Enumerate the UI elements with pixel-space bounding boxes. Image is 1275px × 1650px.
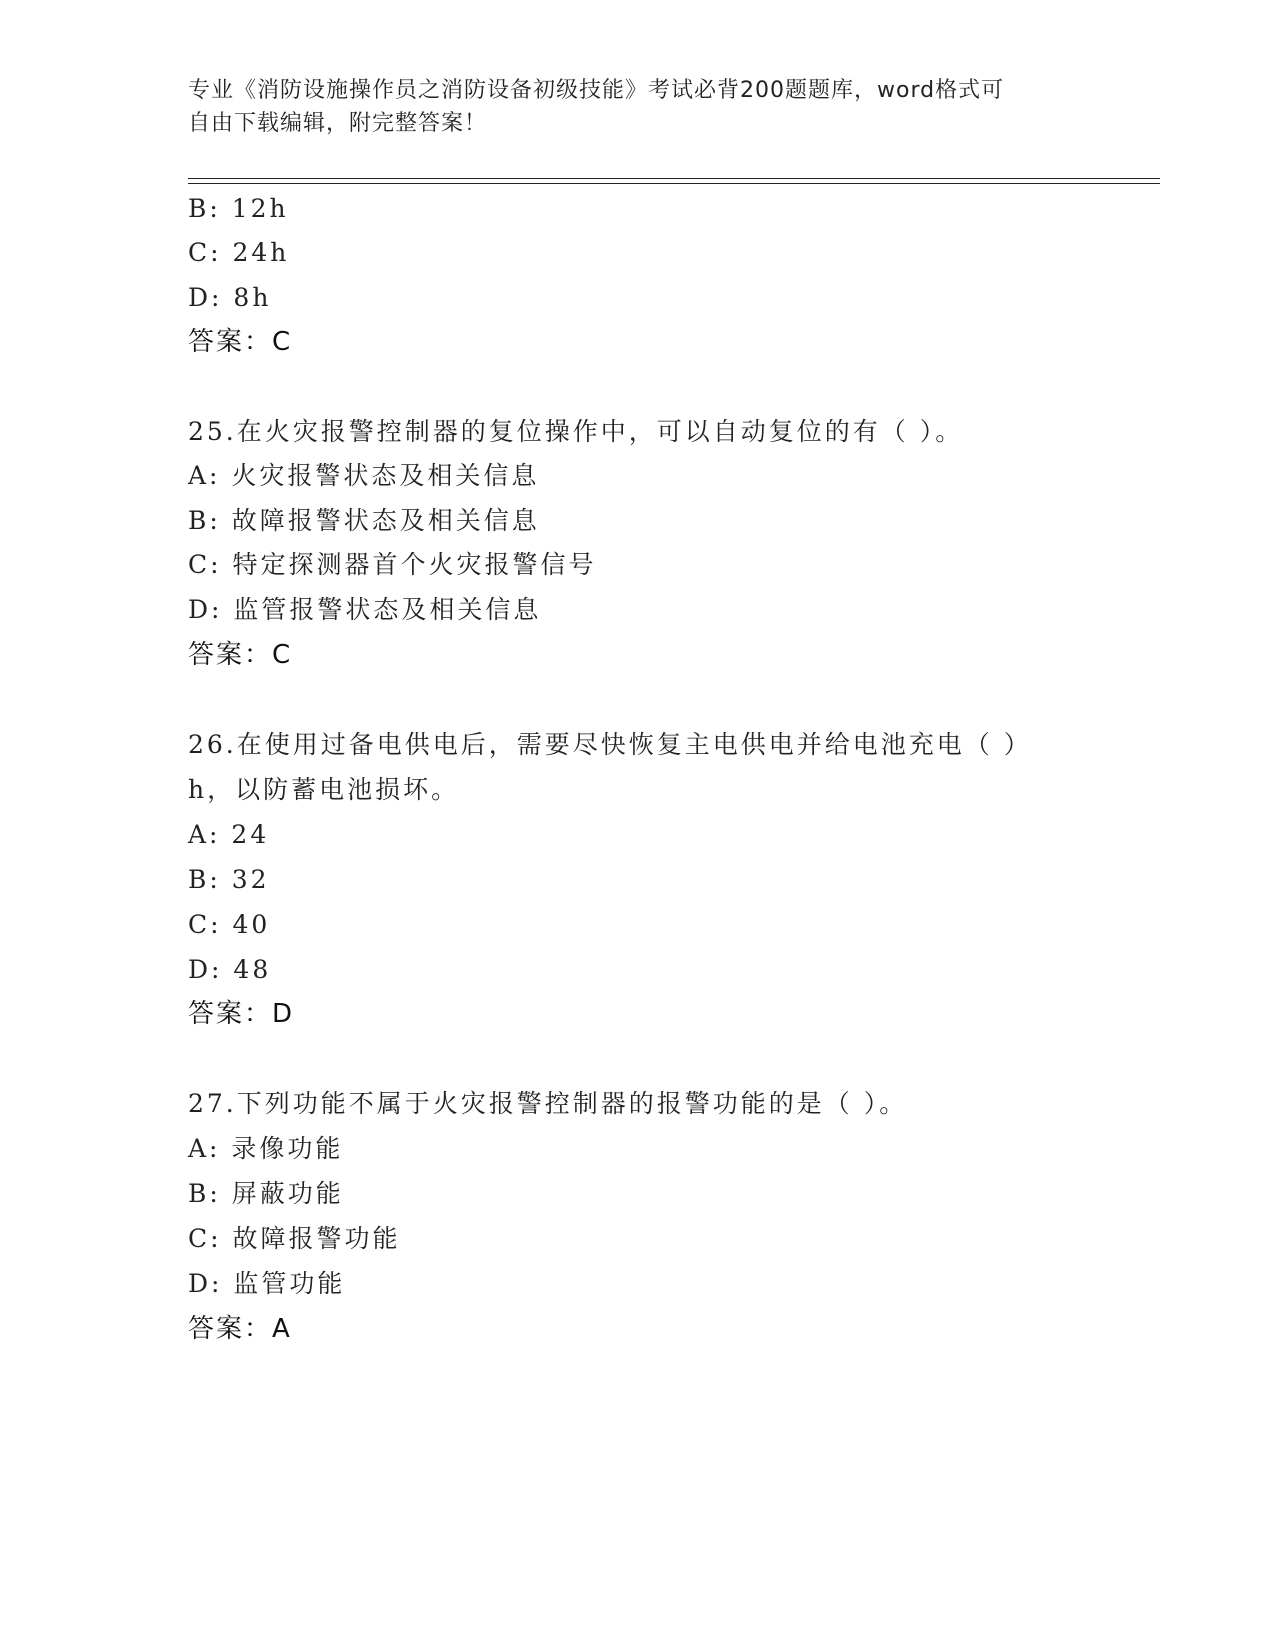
q26-stem-line-1: 26.在使用过备电供电后，需要尽快恢复主电供电并给电池充电（ ）	[188, 730, 1032, 759]
header-divider-bottom	[188, 183, 1160, 184]
q25-option-b: B: 故障报警状态及相关信息	[188, 506, 540, 535]
q27-option-d: D: 监管功能	[188, 1269, 346, 1298]
q27-stem: 27.下列功能不属于火灾报警控制器的报警功能的是（ ）。	[188, 1089, 908, 1118]
header-line-1: 专业《消防设施操作员之消防设备初级技能》考试必背200题题库，word格式可	[188, 78, 1005, 103]
q27-option-a: A: 录像功能	[188, 1134, 344, 1163]
q25-stem: 25.在火灾报警控制器的复位操作中，可以自动复位的有（ ）。	[188, 417, 964, 446]
q25-option-d: D: 监管报警状态及相关信息	[188, 595, 542, 624]
prev-option-b: B: 12h	[188, 194, 289, 223]
prev-answer: 答案：C	[188, 327, 293, 357]
q26-option-d: D: 48	[188, 955, 272, 984]
q25-option-c: C: 特定探测器首个火灾报警信号	[188, 550, 597, 579]
q26-option-a: A: 24	[188, 820, 270, 849]
q26-option-c: C: 40	[188, 910, 271, 939]
header-line-2: 自由下载编辑，附完整答案！	[188, 111, 488, 136]
q26-stem-line-2: h，以防蓄电池损坏。	[188, 775, 460, 804]
q25-answer: 答案：C	[188, 640, 293, 670]
prev-option-d: D: 8h	[188, 283, 272, 312]
q27-option-b: B: 屏蔽功能	[188, 1179, 344, 1208]
page-header	[188, 74, 1068, 140]
prev-option-c: C: 24h	[188, 238, 290, 267]
q26-option-b: B: 32	[188, 865, 270, 894]
q26-answer: 答案：D	[188, 999, 295, 1029]
header-divider-top	[188, 178, 1160, 179]
q27-answer: 答案：A	[188, 1314, 292, 1344]
q25-option-a: A: 火灾报警状态及相关信息	[188, 461, 540, 490]
q27-option-c: C: 故障报警功能	[188, 1224, 401, 1253]
